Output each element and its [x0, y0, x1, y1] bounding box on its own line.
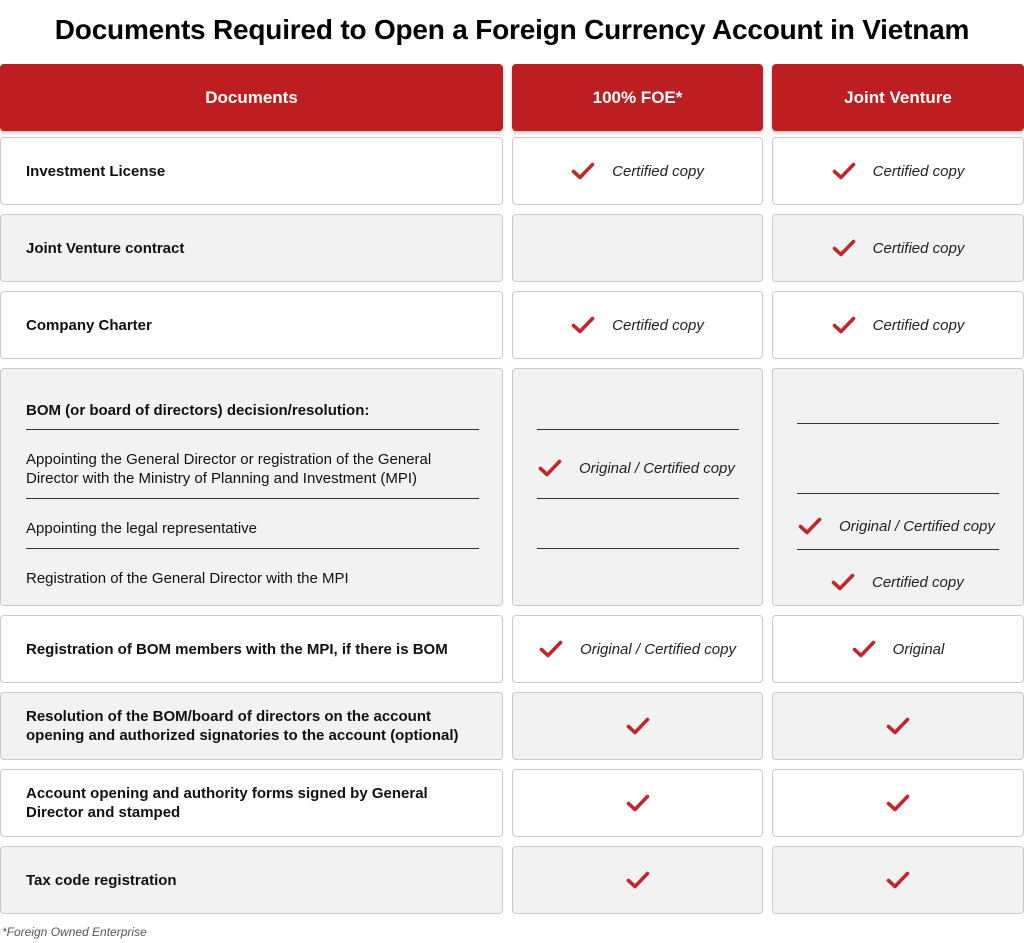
header-joint-venture: [772, 64, 1024, 131]
foe-cell: [512, 214, 763, 282]
requirement-text: Certified copy: [612, 316, 704, 334]
requirement-text: Certified copy: [612, 162, 704, 180]
foe-cell: [512, 846, 763, 914]
requirement-text: Original / Certified copy: [580, 640, 736, 658]
divider: [26, 429, 479, 430]
foe-cell: [512, 137, 763, 205]
divider: [26, 548, 479, 549]
check-icon: [886, 717, 910, 735]
document-label: Company Charter: [26, 316, 152, 334]
subitem-label: Appointing the legal representative: [26, 520, 257, 537]
header-jv-label: Joint Venture: [844, 87, 952, 107]
foe-cell: [512, 368, 763, 606]
check-icon: [852, 640, 876, 658]
requirement-text: Certified copy: [872, 162, 965, 180]
subitem-label: Registration of the General Director with the MPI: [26, 570, 349, 587]
foe-cell: [512, 291, 763, 359]
requirement-text: Certified copy: [872, 316, 965, 334]
subitem-label: Appointing the General Director or registration of the General Director with the Ministry of Planning and Investment (MPI): [26, 451, 432, 487]
table-row-company-charter: [0, 291, 503, 359]
check-icon: [626, 717, 650, 735]
document-label: Resolution of the BOM/board of directors on the account opening and authorized signatories to the account (optional): [26, 708, 459, 744]
foe-cell: [512, 615, 763, 683]
document-label: BOM (or board of directors) decision/resolution:: [26, 402, 370, 419]
footnote: *Foreign Owned Enterprise: [2, 925, 147, 939]
table-row-bom-decision: [0, 368, 503, 606]
check-icon: [832, 239, 856, 257]
check-icon: [832, 162, 856, 180]
document-label: Investment License: [26, 162, 166, 180]
requirement-text: Original / Certified copy: [839, 517, 995, 535]
foe-cell: [512, 769, 763, 837]
check-icon: [539, 640, 563, 658]
check-icon: [538, 459, 562, 477]
table-row-bom-resolution: [0, 692, 503, 760]
check-icon: [832, 316, 856, 334]
table-row-jv-contract: [0, 214, 503, 282]
jv-cell: [772, 846, 1024, 914]
requirement-text: Original: [892, 640, 945, 658]
header-documents: [0, 64, 503, 131]
jv-cell: [772, 368, 1024, 606]
divider: [797, 493, 999, 494]
check-icon: [886, 871, 910, 889]
check-icon: [831, 573, 855, 591]
divider: [26, 498, 479, 499]
document-label: Registration of BOM members with the MPI, if there is BOM: [26, 640, 448, 658]
document-label: Account opening and authority forms signed by General Director and stamped: [26, 785, 428, 821]
divider: [537, 498, 739, 499]
page-title: Documents Required to Open a Foreign Currency Account in Vietnam: [54, 14, 970, 45]
header-documents-label: Documents: [205, 87, 298, 107]
header-foe: [512, 64, 763, 131]
document-label: Joint Venture contract: [26, 239, 185, 257]
requirement-text: Original / Certified copy: [579, 459, 735, 477]
jv-cell: [772, 137, 1024, 205]
document-label: Tax code registration: [26, 871, 177, 889]
foe-cell: [512, 692, 763, 760]
check-icon: [571, 316, 595, 334]
header-foe-label: 100% FOE*: [592, 87, 683, 107]
divider: [797, 549, 999, 550]
jv-cell: [772, 769, 1024, 837]
jv-cell: [772, 692, 1024, 760]
jv-cell: [772, 615, 1024, 683]
jv-cell: [772, 291, 1024, 359]
check-icon: [626, 794, 650, 812]
check-icon: [798, 517, 822, 535]
jv-cell: [772, 214, 1024, 282]
requirement-text: Certified copy: [872, 573, 964, 591]
requirement-text: Certified copy: [872, 239, 965, 257]
check-icon: [571, 162, 595, 180]
table-row-account-forms: [0, 769, 503, 837]
check-icon: [886, 794, 910, 812]
check-icon: [626, 871, 650, 889]
table-row-tax-code: [0, 846, 503, 914]
divider: [537, 429, 739, 430]
divider: [537, 548, 739, 549]
table-row-investment-license: [0, 137, 503, 205]
table-row-bom-registration: [0, 615, 503, 683]
divider: [797, 423, 999, 424]
